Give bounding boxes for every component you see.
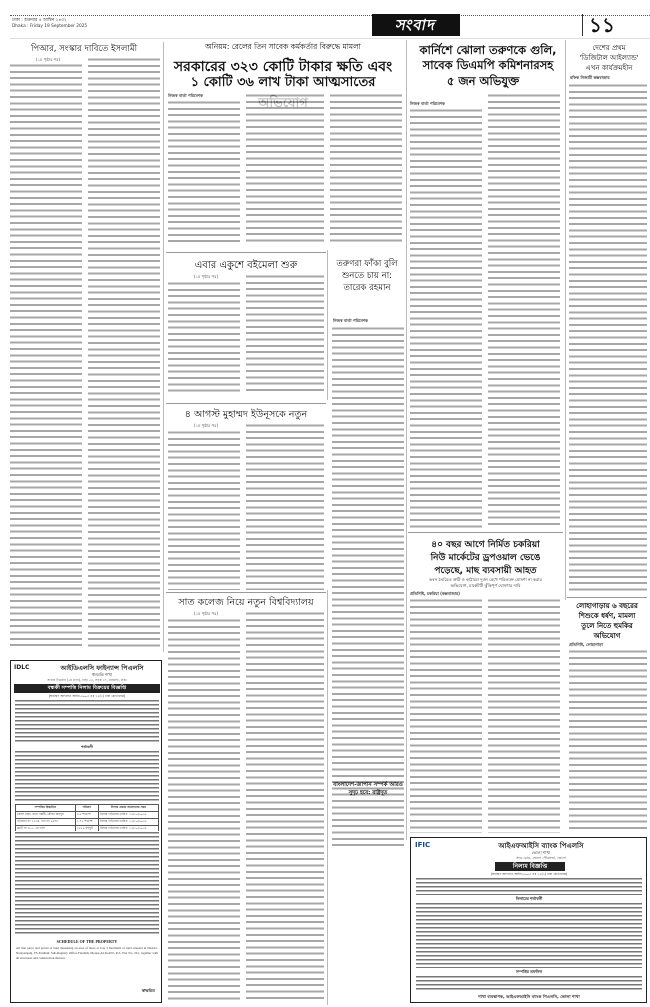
headline-pr-islami: পিআর, সংস্কার দাবিতে ইসলামী bbox=[30, 44, 137, 54]
byline-rape: প্রতিনিধি, লোহাগাড়া bbox=[569, 642, 603, 647]
headline-tarique: তরুণরা ফাঁকা বুলি শুনতে চায় না: তারেক রহমান bbox=[336, 259, 398, 293]
ific-intro-text bbox=[416, 877, 642, 895]
story-text-rail-col2 bbox=[246, 93, 324, 245]
story-text-pr-col1 bbox=[10, 63, 82, 650]
story-text-college-col2 bbox=[246, 611, 324, 1003]
idlc-schedule-table bbox=[15, 804, 159, 833]
ific-signature: শাখা ব্যবস্থাপক, আইএফআইসি ব্যাংক পিএলসি, ভোলা শাখা bbox=[478, 994, 580, 999]
ific-terms-text bbox=[416, 902, 642, 968]
headline-boimela: এবার একুশে বইমেলা শুরু bbox=[194, 260, 298, 271]
header-rule bbox=[10, 15, 650, 16]
headline-bd-japan-line2: সুদৃঢ় হবে: রাষ্ট্রদূত bbox=[348, 790, 388, 796]
story-text-rape bbox=[569, 649, 647, 833]
ific-address: সদর রোড, ভোলা পৌরসভা, ভোলা bbox=[516, 856, 566, 860]
story-text-boimela-col2 bbox=[246, 274, 324, 393]
story-text-boimela-col1 bbox=[168, 281, 240, 393]
table-header: পরিমাণ bbox=[75, 805, 98, 812]
headline-market-line1: ৪০ বছর আগে নির্মিত চকরিয়া bbox=[431, 540, 540, 550]
story-text-cornice-col2 bbox=[488, 93, 560, 528]
ific-terms-heading: নিলামের শর্তাবলী bbox=[515, 896, 543, 901]
table-cell: জেলা ঢাকা, থানা পল্লবী, মৌজা মিরপুর bbox=[16, 812, 76, 819]
ific-company-name: আইএফআইসি ব্যাংক পিএলসি bbox=[498, 842, 584, 850]
idlc-logo: IDLC bbox=[14, 664, 30, 671]
masthead-logo: সংবাদ bbox=[374, 16, 458, 35]
idlc-schedule-heading: SCHEDULE OF THE PROPERTY bbox=[56, 939, 118, 944]
idlc-schedule-text: All that piece and parcel of land measuring an area of more or less 5 Decimals of land situated in District-Narayanganj, PS-Fatullah, Sub-Registry Office-Fatullah, Mouza-ALIGANJ, R.S. Plot No. 201, together with all structures and construction thereon. bbox=[16, 946, 158, 960]
story-text-rail-col3 bbox=[330, 93, 402, 245]
ific-logo: IFIC bbox=[415, 841, 431, 849]
dateline-english: Dhaka : Friday 19 September 2025 bbox=[12, 24, 88, 29]
idlc-conditions-text bbox=[15, 831, 159, 936]
table-cell: ১.৭৫ শতাংশ bbox=[75, 819, 98, 826]
table-cell: নিলাম দাখিলের তারিখ: ১৫/১০/২০২৫ bbox=[98, 812, 158, 819]
table-header: সম্পত্তির বিস্তারিত bbox=[16, 805, 76, 812]
ific-property-text bbox=[416, 975, 642, 992]
header-divider bbox=[10, 38, 650, 39]
story-text-pr-col2 bbox=[88, 57, 160, 650]
headline-rail-line2: ১ কোটি ৩৬ লাখ টাকা আত্মসাতের bbox=[190, 75, 376, 90]
headline-rail-line1: সরকারের ৩২৩ কোটি টাকার ক্ষতি এবং bbox=[173, 59, 393, 75]
table-header: নিলাম প্রস্তাব জমাদানের সময় bbox=[98, 805, 158, 812]
headline-yunus: ৪ আগস্ট মুহাম্মদ ইউনূসকে নতুন bbox=[184, 409, 308, 420]
continued-label: (১ম পৃষ্ঠার পর) bbox=[193, 611, 219, 616]
story-text-market-col1 bbox=[410, 598, 482, 833]
headline-bd-japan-line1: বাংলাদেশ-জাপান সম্পর্ক আরও bbox=[333, 782, 403, 788]
ific-subtitle: (অর্থঋণ আদালত আইন-২০০৩ এর ১২(৩) ধারা মোতাবেক) bbox=[490, 872, 568, 876]
headline-cornice-line1: কার্নিশে ঝোলা তরুণকে গুলি, bbox=[419, 43, 557, 57]
table-cell: ফ্ল্যাট নং এ-৫, ৫ম তলা bbox=[16, 826, 76, 833]
section-rule bbox=[567, 597, 647, 598]
column-divider bbox=[565, 40, 566, 600]
section-rule bbox=[408, 532, 563, 533]
subhead-market-line2: অভিযোগ, মার্কেটটি ঝুঁকিপূর্ণ ঘোষণার দাবি bbox=[450, 583, 521, 588]
table-cell: নিলাম দাখিলের তারিখ: ১৫/১০/২০২৫ bbox=[98, 819, 158, 826]
idlc-title: বন্ধকী সম্পত্তি নিলাম বিক্রয়ের বিজ্ঞপ্তি bbox=[14, 684, 160, 693]
headline-rape-line1: লোহাগাড়ায় ৬ বছরের bbox=[576, 602, 638, 610]
idlc-terms-text bbox=[15, 750, 159, 802]
ific-title: নিলাম বিজ্ঞপ্তি bbox=[495, 862, 565, 871]
dateline-bangla: ঢাকা : শুক্রবার ৪ আশ্বিন ১৪৩২ bbox=[12, 18, 67, 23]
headline-market-line3: পড়েছে, মাছ ব্যবসায়ী আহত bbox=[434, 566, 537, 576]
headline-rape-line4: অভিযোগ bbox=[593, 632, 621, 640]
table-row bbox=[16, 819, 159, 826]
ad-idlc-auction bbox=[10, 660, 162, 1003]
story-text-digital-island bbox=[569, 83, 647, 593]
headline-cornice-line3: ৫ জন অভিযুক্ত bbox=[446, 74, 520, 88]
byline-rail: নিজস্ব বার্তা পরিবেশক bbox=[168, 93, 203, 98]
headline-digital-island-line1: দেশের প্রথম bbox=[592, 44, 626, 52]
headline-rape-line2: শিশুকে ধর্ষণ, মামলা bbox=[578, 612, 636, 620]
ific-branch: ভোলা শাখা bbox=[531, 850, 551, 855]
story-text-college-col1 bbox=[168, 618, 240, 1003]
section-rule bbox=[166, 592, 326, 593]
headline-cornice-line2: সাবেক ডিএমপি কমিশনারসহ bbox=[422, 58, 554, 72]
idlc-signature: স্বাক্ষরিত bbox=[141, 988, 155, 993]
headline-digital-island-line3: এখন কার্যক্রমহীন bbox=[585, 64, 633, 72]
story-text-rail-col1 bbox=[168, 100, 240, 245]
headline-market-line2: নিউ মার্কেটের ড্রপওয়াল ভেঙে bbox=[430, 553, 541, 563]
table-cell: ২.৫ শতাংশ bbox=[75, 812, 98, 819]
section-rule bbox=[166, 252, 326, 253]
continued-label: (১ম পৃষ্ঠার পর) bbox=[193, 423, 219, 428]
column-divider bbox=[327, 590, 328, 1005]
table-cell: ১২৫০ বর্গফুট bbox=[75, 826, 98, 833]
byline-market: প্রতিনিধি, চকরিয়া (কক্সবাজার) bbox=[410, 591, 460, 596]
ific-property-heading: সম্পত্তির তফসিল bbox=[515, 969, 543, 974]
continued-label: (১ম পৃষ্ঠার পর) bbox=[193, 274, 219, 279]
story-text-yunus-col2 bbox=[246, 423, 324, 590]
ad-ific-auction bbox=[410, 837, 647, 1003]
headline-seven-college: সাত কলেজ নিয়ে নতুন বিশ্ববিদ্যালয় bbox=[178, 597, 314, 608]
column-divider bbox=[406, 40, 407, 840]
story-text-yunus-col1 bbox=[168, 430, 240, 590]
subhead-market-line1: ভবন তৈরিতে ত্রুটি ও কাঠামো দুর্বল রেখে পরিত্যক্ত ঘোষণা না করার bbox=[429, 577, 542, 582]
byline-tarique: নিজস্ব বার্তা পরিবেশক bbox=[333, 318, 368, 323]
idlc-company-name: আইডিএলসি ফাইন্যান্স পিএলসি bbox=[60, 664, 144, 672]
table-cell: নিলাম দাখিলের তারিখ: ১৫/১০/২০২৫ bbox=[98, 826, 158, 833]
page-number: ১১ bbox=[582, 14, 615, 36]
continued-label: (১ম পৃষ্ঠার পর) bbox=[35, 57, 61, 62]
idlc-intro-text bbox=[15, 699, 159, 743]
story-text-market-col2 bbox=[488, 598, 560, 833]
byline-digital-island: রফিক নিজামী কক্সবাজার bbox=[570, 75, 610, 80]
table-cell: খতিয়ান নং ১২৩৪, দাগ নং ৫৬৭৮ bbox=[16, 819, 76, 826]
idlc-address: সাত্তার টাওয়ার (৫ম তলা), বাড়ি ৫৩, সড়ক ২৭, ধানমন্ডি, ঢাকা bbox=[47, 678, 127, 682]
dateline bbox=[12, 18, 87, 30]
table-row bbox=[16, 812, 159, 819]
story-text-cornice-col1 bbox=[410, 108, 482, 528]
idlc-branch: ধানমন্ডি শাখা bbox=[92, 672, 112, 677]
story-text-tarique bbox=[332, 326, 404, 846]
headline-digital-island-line2: 'ডিজিটাল আইল্যান্ড' bbox=[579, 54, 639, 62]
section-rule bbox=[166, 403, 326, 404]
idlc-terms-heading: শর্তাবলী bbox=[81, 745, 93, 749]
kicker-rail: অনিয়ম: রেলের তিন সাবেক কর্মকর্তার বিরুদ্ধে মামলা bbox=[205, 42, 361, 51]
headline-rape-line3: তুলে নিতে হুমকির bbox=[581, 622, 633, 630]
column-divider bbox=[163, 42, 164, 652]
idlc-subtitle: (অর্থঋণ আদালত আইন-২০০৩ এর ১২(৩) ধারা মোতাবেক) bbox=[48, 694, 126, 698]
column-divider bbox=[327, 250, 328, 400]
byline-cornice: নিজস্ব বার্তা পরিবেশক bbox=[410, 101, 445, 106]
